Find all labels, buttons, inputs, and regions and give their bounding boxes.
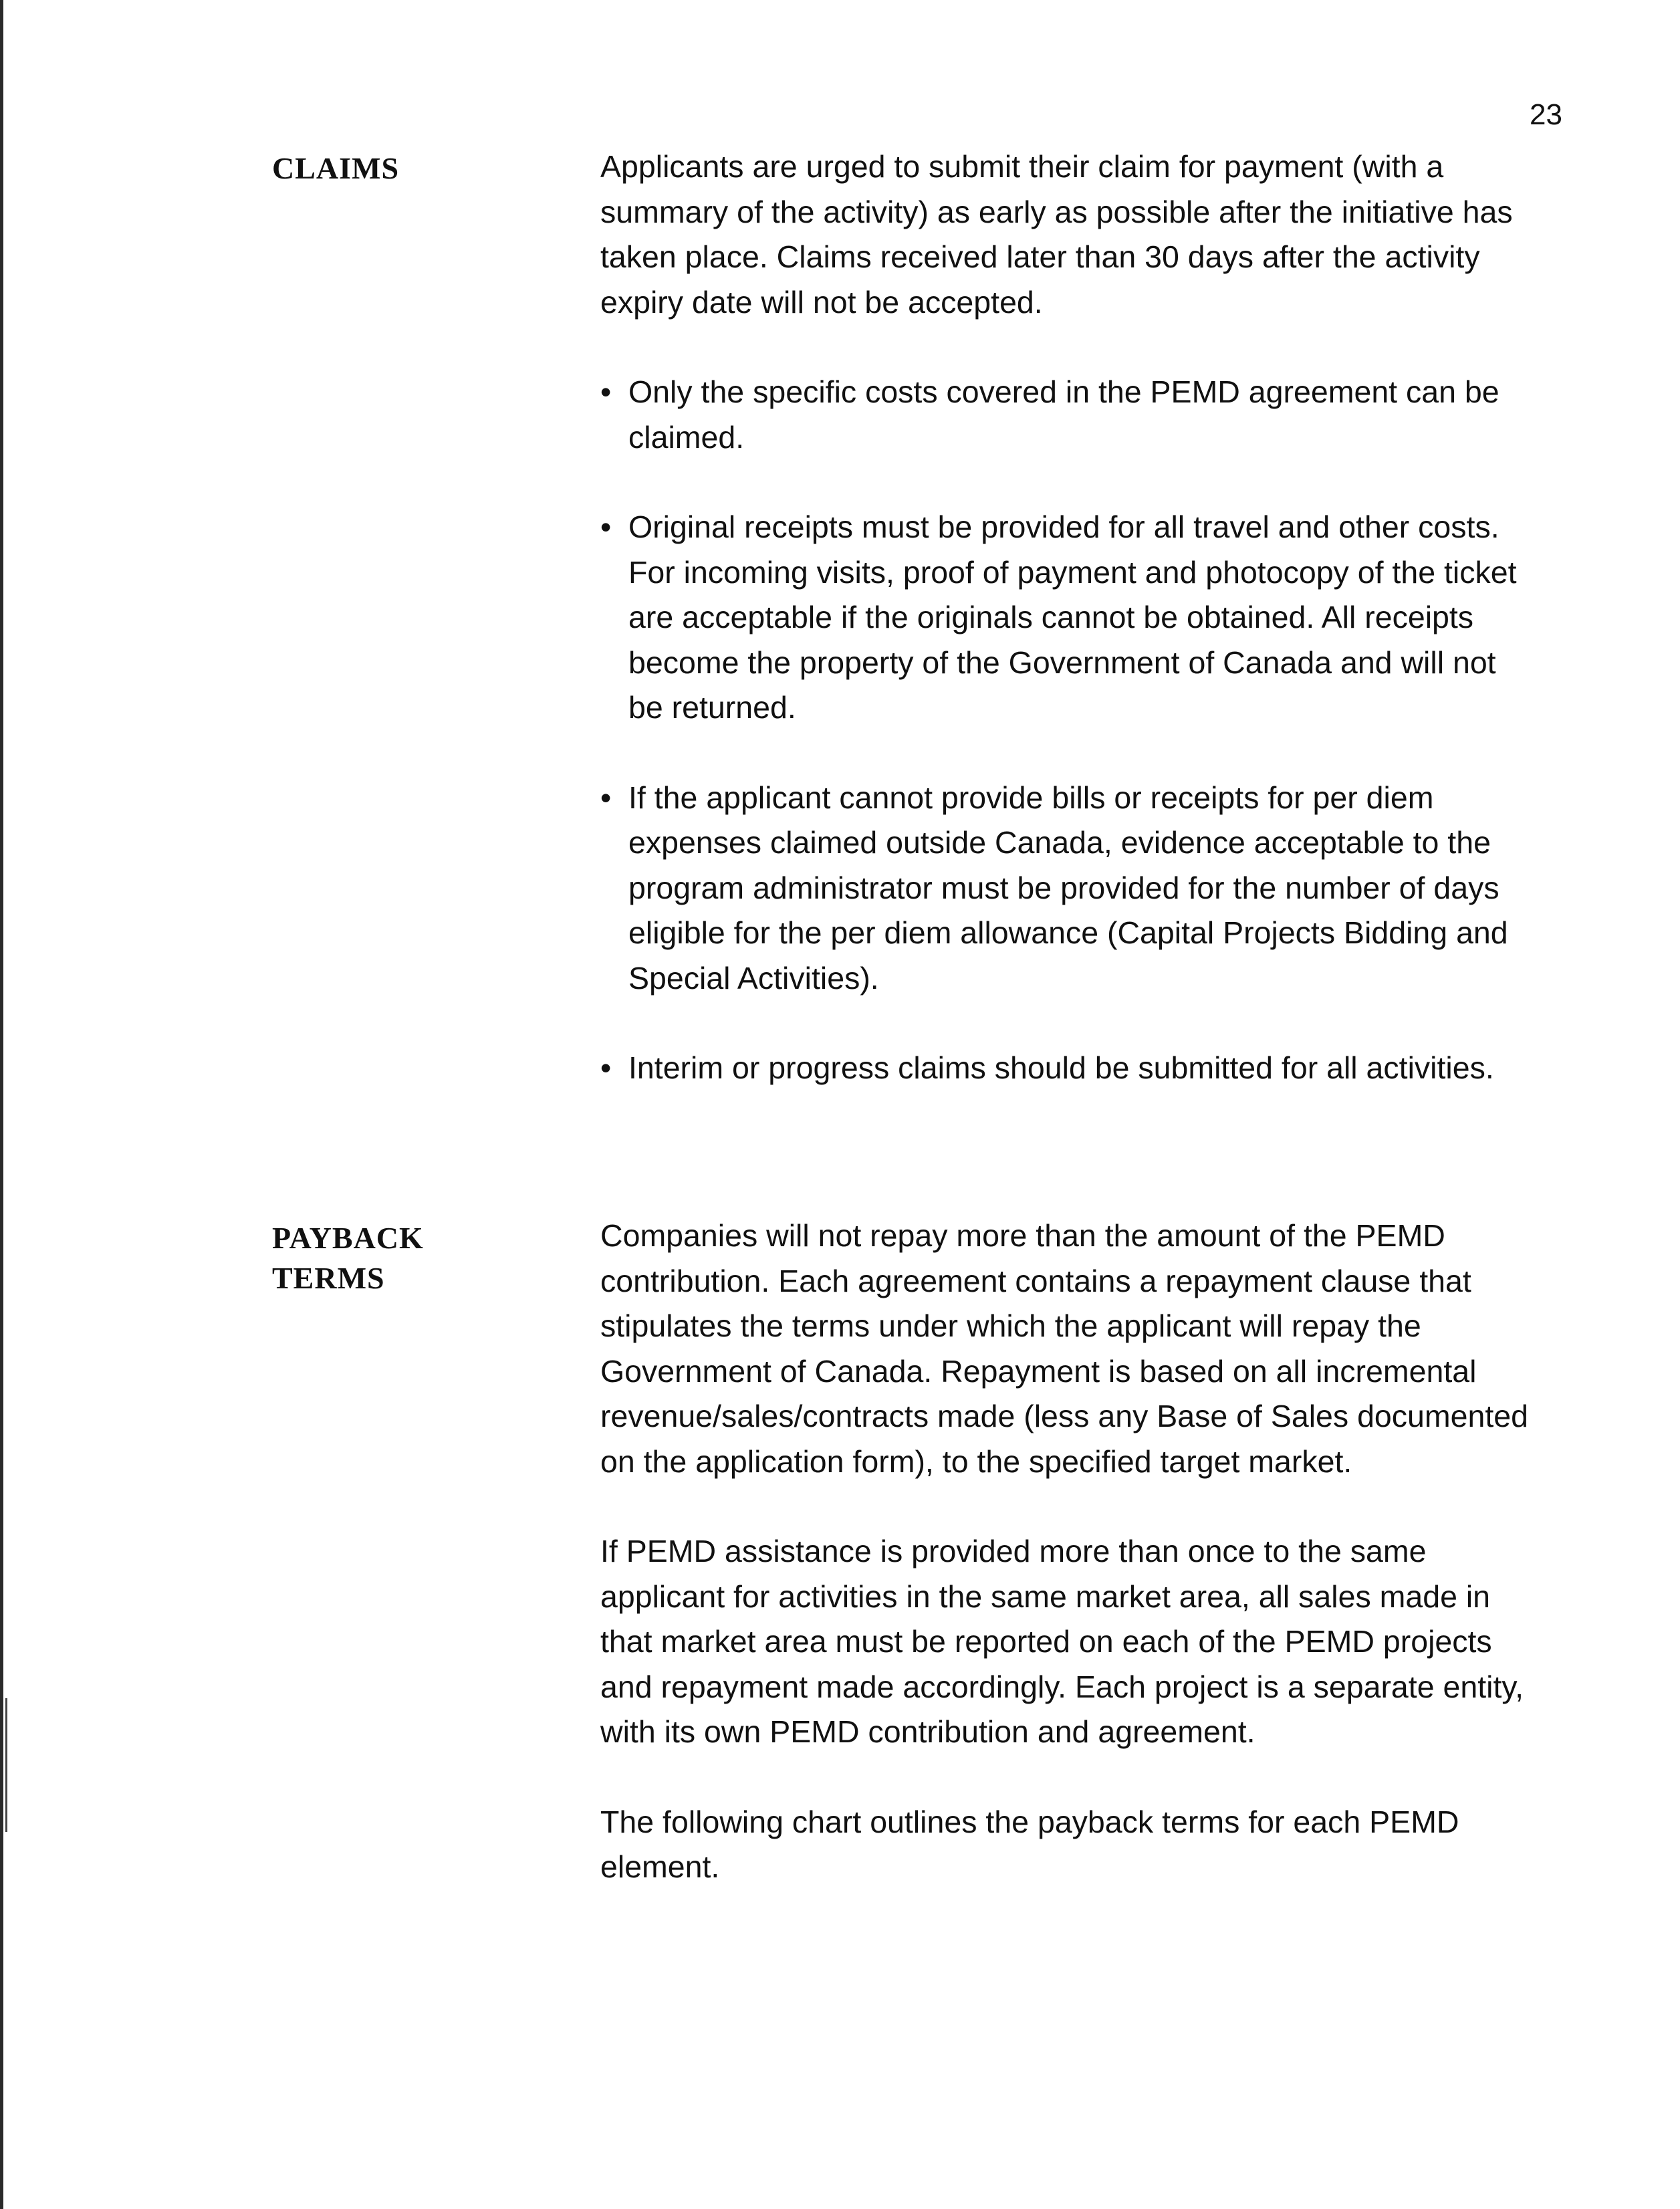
list-item — [600, 505, 1538, 731]
payback-terms-body — [600, 1213, 1536, 1935]
scan-edge-border — [0, 0, 3, 2209]
bullet-icon: • — [600, 509, 612, 544]
claims-heading: CLAIMS — [272, 151, 400, 185]
list-item — [600, 776, 1538, 1002]
payback-heading-line1: PAYBACK — [272, 1221, 424, 1255]
page-number: 23 — [1530, 98, 1562, 131]
payback-paragraph-1: Companies will not repay more than the amount of the PEMD contribution. Each agreement contains a repayment clause that stipulates the terms under which the applicant will repay the Government of Canada. Repayment is based on all incremental revenue/sales/contracts made (less any Base of Sales documented on the application form), to the specified target market. — [600, 1218, 1529, 1479]
list-item — [600, 1046, 1538, 1091]
payback-heading-line2: TERMS — [272, 1261, 385, 1295]
bullet-text: Only the specific costs covered in the PEMD agreement can be claimed. — [628, 374, 1499, 455]
payback-paragraph-3: The following chart outlines the payback terms for each PEMD element. — [600, 1804, 1459, 1884]
claims-intro: Applicants are urged to submit their claim for payment (with a summary of the activity) as early as possible after the initiative has taken place. Claims received later than 30 days after the activity expiry date will not be accepted. — [600, 149, 1513, 320]
bullet-text: Interim or progress claims should be submitted for all activities. — [628, 1050, 1494, 1085]
list-item — [600, 370, 1538, 460]
claims-bullet-list — [600, 370, 1536, 1091]
claims-body — [600, 144, 1536, 1091]
payback-terms-heading — [272, 1218, 539, 1298]
bullet-text: Original receipts must be provided for all travel and other costs. For incoming visits, proof of payment and photocopy of the ticket are acceptable if the originals cannot be obtained. All receipts become the property of the Government of Canada and will not be returned. — [628, 509, 1517, 725]
payback-paragraph-2: If PEMD assistance is provided more than once to the same applicant for activities in the same market area, all sales made in that market area must be reported on each of the PEMD projects and repayment made accordingly. Each project is a separate entity, with its own PEMD contribution and agreement. — [600, 1534, 1524, 1749]
bullet-text: If the applicant cannot provide bills or receipts for per diem expenses claimed outside Canada, evidence acceptable to the program administrator must be provided for the number of days eligible for the per diem allowance (Capital Projects Bidding and Special Activities). — [628, 780, 1508, 996]
bullet-icon: • — [600, 1050, 612, 1085]
bullet-icon: • — [600, 374, 612, 409]
scan-edge-mark — [5, 1698, 7, 1832]
bullet-icon: • — [600, 780, 612, 815]
